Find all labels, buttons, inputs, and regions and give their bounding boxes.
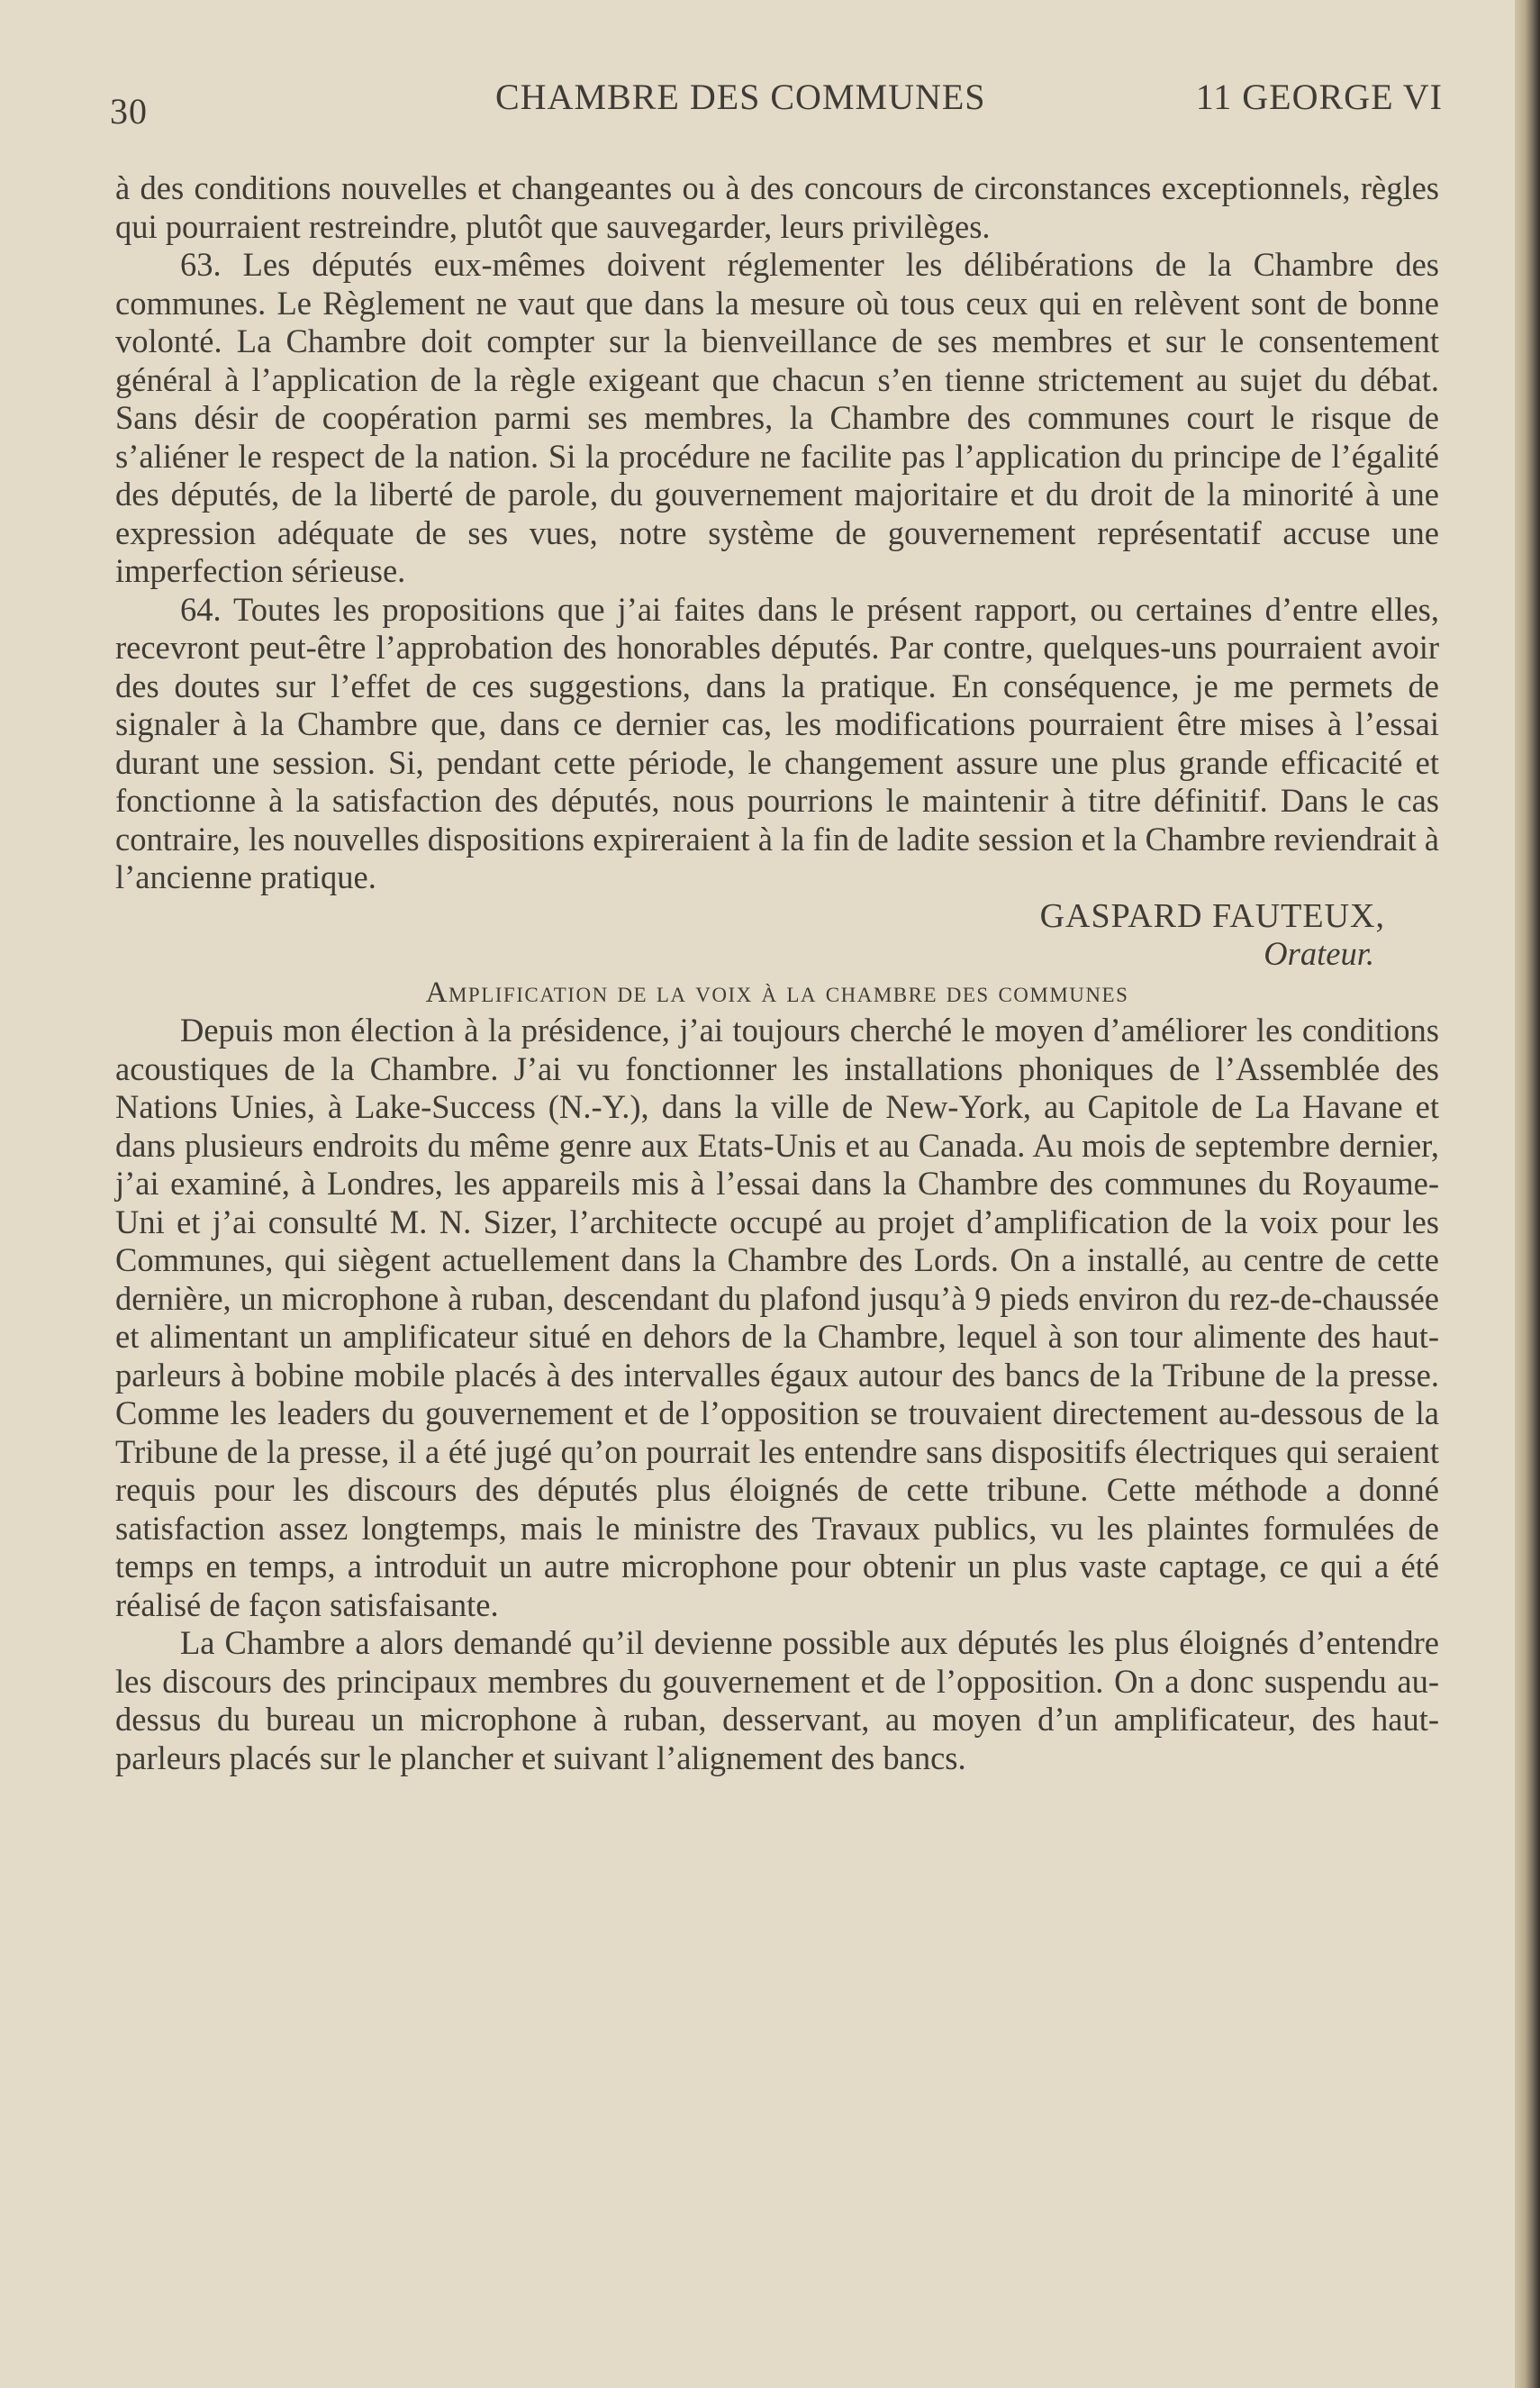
signature-role: Orateur. (1264, 935, 1374, 972)
page-edge-shadow (1515, 0, 1540, 2388)
page-number: 30 (110, 91, 148, 132)
running-header (110, 76, 1443, 130)
body-text (115, 169, 1439, 1777)
continued-paragraph: à des conditions nouvelles et changeantes ou à des concours de circonstances exceptionnels, règles qui pourraient restreindre, plutôt que sauvegarder, leurs privilèges. (115, 169, 1439, 245)
signature-name: GASPARD FAUTEUX, (1039, 896, 1385, 935)
running-title: CHAMBRE DES COMMUNES (495, 77, 986, 117)
section-paragraph-2: La Chambre a alors demandé qu’il devienne possible aux députés les plus éloignés d’entendre les discours des principaux membres du gouvernement et de l’opposition. On a donc suspendu au-dessus du bureau un microphone à ruban, desservant, au moyen d’un amplificateur, des haut-parleurs placés sur le plancher et suivant l’alignement des bancs. (115, 1624, 1439, 1776)
section-paragraph-1: Depuis mon élection à la présidence, j’ai toujours cherché le moyen d’améliorer les conditions acoustiques de la Chambre. J’ai vu fonctionner les installations phoniques de l’Assemblée des Nations Unies, à Lake-Success (N.-Y.), dans la ville de New-York, au Capitole de La Havane et dans plusieurs endroits du même genre aux Etats-Unis et au Canada. Au mois de septembre dernier, j’ai examiné, à Londres, les appareils mis à l’essai dans la Chambre des communes du Royaume-Uni et j’ai consulté M. N. Sizer, l’architecte occupé au projet d’amplification de la voix pour les Communes, qui siègent actuellement dans la Chambre des Lords. On a installé, au centre de cette dernière, un microphone à ruban, descendant du plafond jusqu’à 9 pieds environ du rez-de-chaussée et alimentant un amplificateur situé en dehors de la Chambre, lequel à son tour alimente des haut-parleurs à bobine mobile placés à des intervalles égaux autour des bancs de la Tribune de la presse. Comme les leaders du gouvernement et de l’opposition se trouvaient directement au-dessous de la Tribune de la presse, il a été jugé qu’on pourrait les entendre sans dispositifs électriques qui seraient requis pour les discours des députés plus éloignés de cette tribune. Cette méthode a donné satisfaction assez longtemps, mais le ministre des Travaux publics, vu les plaintes formulées de temps en temps, a introduit un autre microphone pour obtenir un plus vaste captage, ce qui a été réalisé de façon satisfaisante. (115, 1012, 1439, 1623)
paragraph-64: 64. Toutes les propositions que j’ai faites dans le présent rapport, ou certaines d’entre elles, recevront peut-être l’approbation des honorables députés. Par contre, quelques-uns pourraient avoir des doutes sur l’effet de ces suggestions, dans la pratique. En conséquence, je me permets de signaler à la Chambre que, dans ce dernier cas, les modifications pourraient être mises à l’essai durant une session. Si, pendant cette période, le changement assure une plus grande efficacité et fonctionne à la satisfaction des députés, nous pourrions le maintenir à titre définitif. Dans le cas contraire, les nouvelles dispositions expireraient à la fin de ladite session et la Chambre reviendrait à l’ancienne pratique. (115, 590, 1439, 895)
paragraph-63: 63. Les députés eux-mêmes doivent réglementer les délibérations de la Chambre des communes. Le Règlement ne vaut que dans la mesure où tous ceux qui en relèvent sont de bonne volonté. La Chambre doit compter sur la bienveillance de ses membres et sur le consentement général à l’application de la règle exigeant que chacun s’en tienne strictement au sujet du débat. Sans désir de coopération parmi ses membres, la Chambre des communes court le risque de s’aliéner le respect de la nation. Si la procédure ne facilite pas l’application du principe de l’égalité des députés, de la liberté de parole, du gouvernement majoritaire et du droit de la minorité à une expression adéquate de ses vues, notre système de gouvernement représentatif accuse une imperfection sérieuse. (115, 246, 1439, 589)
section-heading: Amplification de la voix à la chambre des communes (425, 976, 1129, 1009)
regnal-year: 11 GEORGE VI (1195, 77, 1443, 117)
